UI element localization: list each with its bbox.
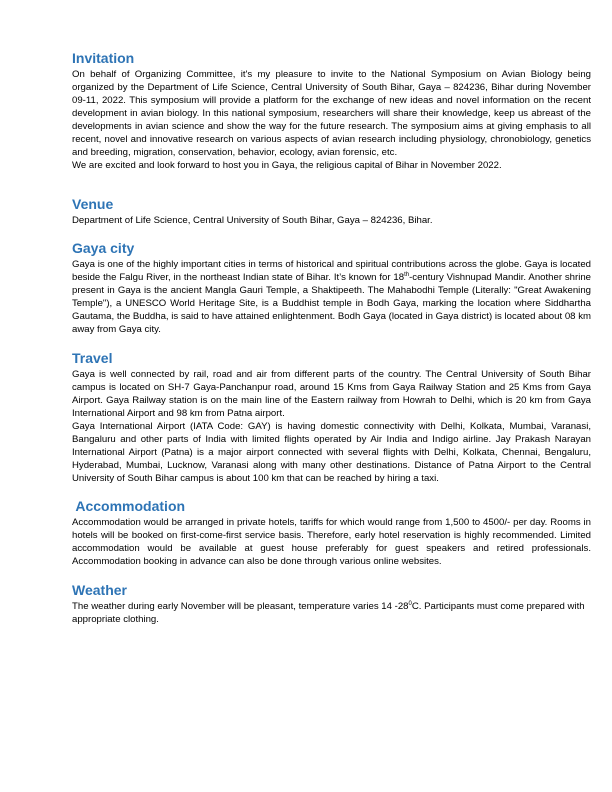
accommodation-paragraph: Accommodation would be arranged in private hotels, tariffs for which would range from 1,500 to 4500/- per day. Rooms in hotels will be booked on first-come-first service basis. Therefore, early hotel reservation is highly recommended. Limited accommodation would be available at guest house preferably for guest speakers and retired professionals. Accommodation booking in advance can also be done through various online websites.	[72, 517, 591, 567]
gaya-city-paragraph	[72, 258, 591, 336]
gaya-city-section	[72, 240, 591, 336]
venue-section	[72, 196, 591, 227]
accommodation-heading: Accommodation	[72, 498, 186, 514]
gaya-city-text-1: Gaya is one of the highly important cities in terms of historical and spiritual contributions across the globe. Gaya is located beside the Falgu River, in the northeast Indian state of Bihar. It’s known for 18	[72, 259, 591, 283]
gaya-city-text-2: -century Vishnupad Mandir. Another shrine present in Gaya is the ancient Mangla Gauri Temple, a Shaktipeeth. The Mahabodhi Temple (Literally: "Great Awakening Temple"), a UNESCO World Heritage Site, is a Buddhist temple in Bodh Gaya, marking the location where Siddhartha Gautama, the Buddha, is said to have attained enlightenment. Bodh Gaya (located in Gaya district) is located about 08 km away from Gaya city.	[72, 272, 592, 335]
gaya-city-heading: Gaya city	[72, 240, 135, 256]
ordinal-suffix: th	[404, 271, 410, 278]
invitation-section	[72, 50, 591, 172]
invitation-paragraph: On behalf of Organizing Committee, it's my pleasure to invite to the National Symposium on Avian Biology being organized by the Department of Life Science, Central University of South Bihar, Gaya – 824236, Bihar during November 09-11, 2022. This symposium will provide a platform for the exchange of new ideas and novel information on the recent development in avian biology. In this national symposium, researchers will share their knowledge, keep us abreast of the developments in avian science and show the way for the future research. The symposium aims at giving emphasis to all recent, novel and innovative research on various aspects of avian research including physiology, chronobiology, genetics and breeding, migration, conservation, behavior, ecology, avian forensic, etc.	[72, 69, 591, 158]
accommodation-section	[72, 498, 591, 568]
venue-heading: Venue	[72, 196, 114, 212]
invitation-heading: Invitation	[72, 50, 135, 66]
weather-heading: Weather	[72, 582, 127, 598]
travel-heading: Travel	[72, 350, 113, 366]
weather-text-2: C. Participants must come prepared with appropriate clothing.	[72, 601, 585, 625]
degree-superscript: 0	[408, 600, 412, 607]
weather-text-1: The weather during early November will be pleasant, temperature varies 14 -28	[72, 601, 409, 612]
document-page	[72, 50, 591, 626]
travel-paragraph-air: Gaya International Airport (IATA Code: GAY) is having domestic connectivity with Delhi, Kolkata, Mumbai, Varanasi, Bangaluru and other parts of India with limited flights operated by Air India and Indigo airline. Jay Prakash Narayan International Airport (Patna) is a major airport connected with several flights with Delhi, Kolkata, Chennai, Bengaluru, Hyderabad, Mumbai, Lucknow, Varanasi along with many other destinations. Distance of Patna Airport to the Central University of South Bihar campus is about 100 km that can be reached by hiring a taxi.	[72, 421, 591, 484]
travel-section	[72, 350, 591, 485]
invitation-closing: We are excited and look forward to host you in Gaya, the religious capital of Bihar in November 2022.	[72, 160, 502, 171]
venue-paragraph: Department of Life Science, Central University of South Bihar, Gaya – 824236, Bihar.	[72, 215, 433, 226]
weather-paragraph	[72, 600, 591, 626]
travel-paragraph-rail: Gaya is well connected by rail, road and air from different parts of the country. The Central University of South Bihar campus is located on SH-7 Gaya-Panchanpur road, around 15 Kms from Gaya Railway Station and 25 Kms from Gaya Airport. Gaya Railway station is on the main line of the Eastern railway from Howrah to Delhi, which is 20 km from Gaya International Airport and 98 km from Patna airport.	[72, 369, 591, 419]
weather-section	[72, 582, 591, 626]
